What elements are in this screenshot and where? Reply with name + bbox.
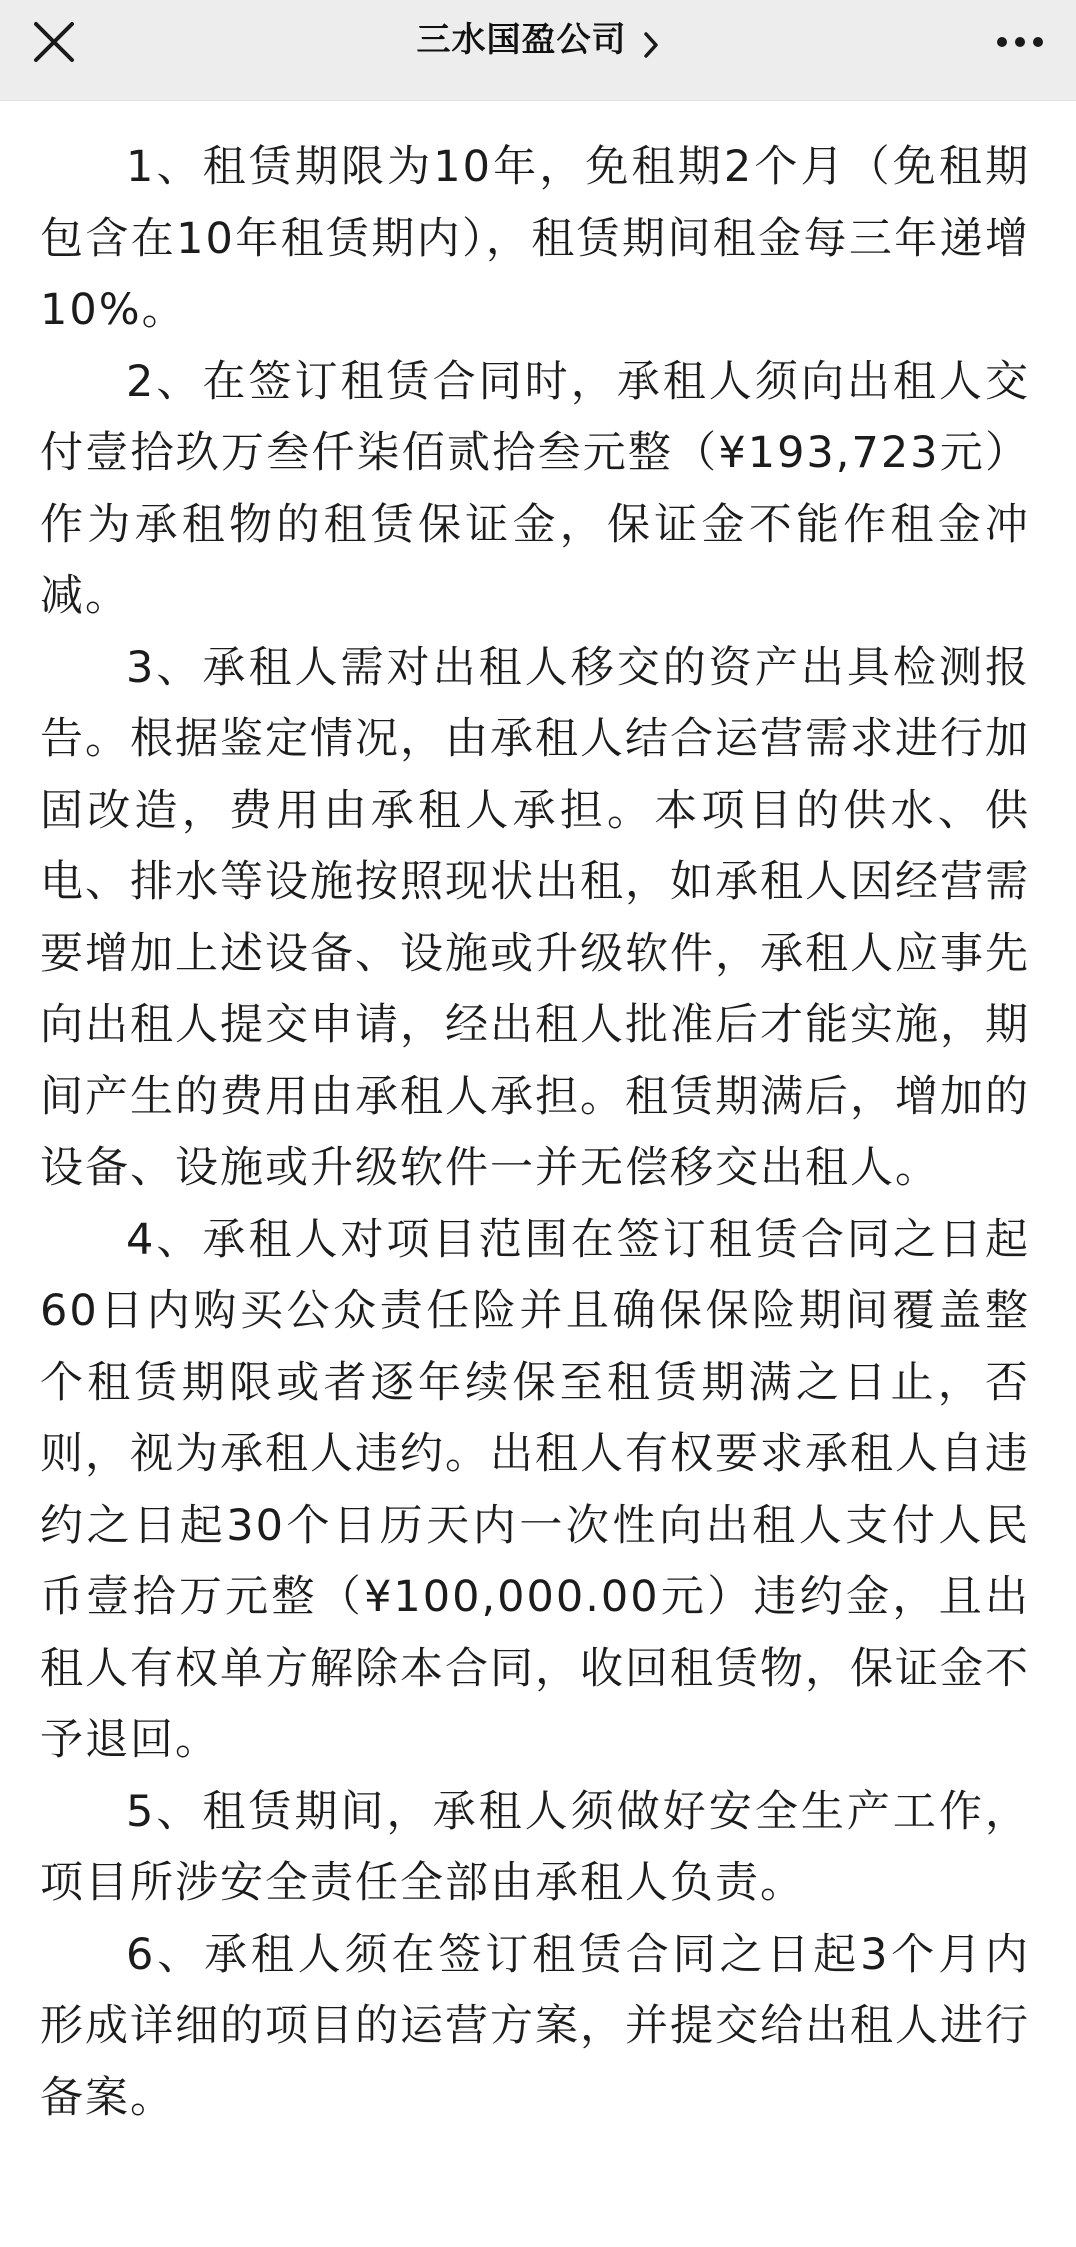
article-paragraph: 6、承租人须在签订租赁合同之日起3个月内形成详细的项目的运营方案，并提交给出租人进行备案。 <box>40 1929 1030 2123</box>
article-paragraph: 5、租赁期间，承租人须做好安全生产工作，项目所涉安全责任全部由承租人负责。 <box>40 1786 1030 1908</box>
chevron-right-icon <box>642 30 660 64</box>
more-options-button[interactable] <box>990 14 1050 70</box>
page-title: 三水国盈公司 <box>416 20 627 60</box>
account-title-link[interactable] <box>0 12 1076 64</box>
article-paragraph: 4、承租人对项目范围在签订租赁合同之日起60日内购买公众责任险并且确保保险期间覆盖整个租赁期限或者逐年续保至租赁期满之日止，否则，视为承租人违约。出租人有权要求承租人自违约之日起30个日历天内一次性向出租人支付人民币壹拾万元整（¥100,000.00元）违约金，且出租人有权单方解除本合同，收回租赁物，保证金不予退回。 <box>40 1214 1030 1765</box>
article-paragraph: 3、承租人需对出租人移交的资产出具检测报告。根据鉴定情况，由承租人结合运营需求进行加固改造，费用由承租人承担。本项目的供水、供电、排水等设施按照现状出租，如承租人因经营需要增加上述设备、设施或升级软件，承租人应事先向出租人提交申请，经出租人批准后才能实施，期间产生的费用由承租人承担。租赁期满后，增加的设备、设施或升级软件一并无偿移交出租人。 <box>40 642 1030 1193</box>
article-body <box>40 132 1030 2134</box>
article-paragraph: 1、租赁期限为10年，免租期2个月（免租期包含在10年租赁期内），租赁期间租金每三年递增10%。 <box>40 142 1030 335</box>
article-paragraph: 2、在签订租赁合同时，承租人须向出租人交付壹拾玖万叁仟柒佰贰拾叁元整（¥193,723元）作为承租物的租赁保证金，保证金不能作租金冲减。 <box>40 356 1030 621</box>
more-icon <box>990 14 1050 70</box>
top-navigation-bar <box>0 0 1076 101</box>
